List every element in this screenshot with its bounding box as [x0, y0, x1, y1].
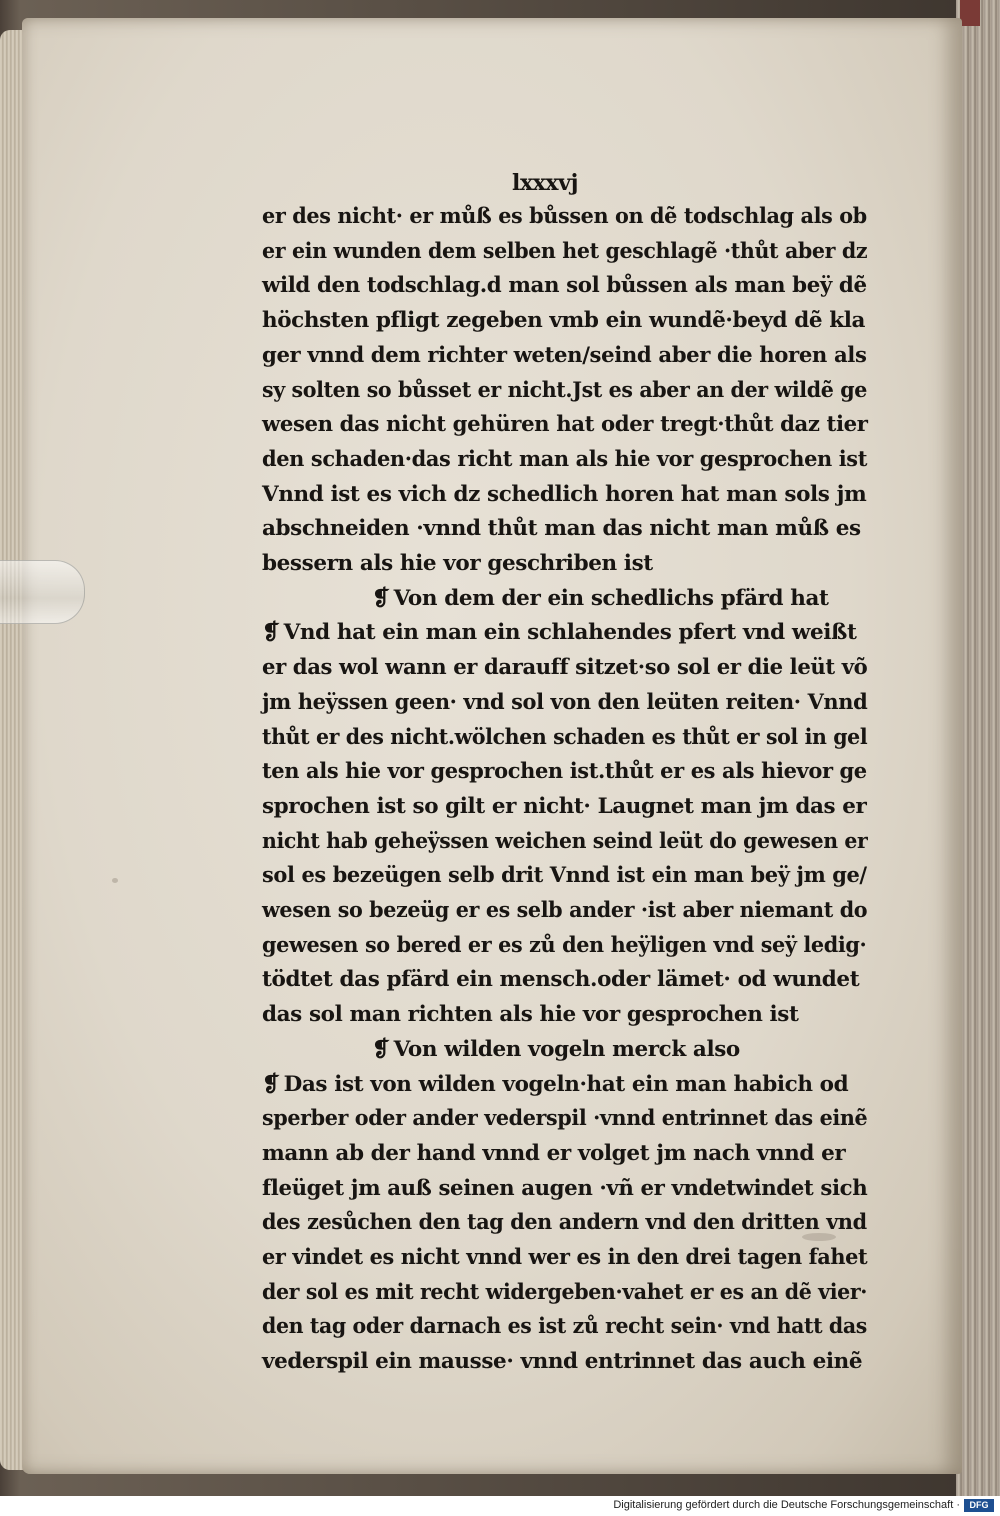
text-line [262, 790, 866, 824]
line-text: fleüget jm auß seinen augen ·vñ er vndetwindet sich [262, 1175, 868, 1201]
text-line [262, 1172, 867, 1206]
dfg-logo: DFG [964, 1499, 994, 1512]
pilcrow-mark: ❡ [262, 620, 280, 646]
text-line [262, 478, 866, 512]
line-text: ten als hie vor gesprochen ist.thůt er es als hievor ge [262, 759, 867, 785]
pilcrow-mark: ❡ [372, 585, 390, 611]
line-text: sperber oder ander vederspil ·vnnd entrinnet das einẽ [262, 1106, 868, 1132]
text-line [262, 1276, 867, 1310]
paper-stain [112, 878, 118, 883]
text-line [262, 998, 799, 1032]
text-line [262, 235, 867, 269]
text-line [262, 894, 867, 928]
line-text: des zesůchen den tag den andern vnd den dritten vnd [262, 1210, 867, 1236]
text-line [262, 1137, 845, 1171]
text-line [262, 339, 867, 373]
line-text: thůt er des nicht.wölchen schaden es thůt er sol in gel [262, 724, 868, 750]
line-text: vederspil ein mausse· vnnd entrinnet das auch einẽ [262, 1349, 863, 1375]
section-heading [262, 1033, 740, 1067]
text-line [262, 963, 859, 997]
line-text: mann ab der hand vnnd er volget jm nach vnnd er [262, 1140, 846, 1166]
text-line [262, 651, 867, 685]
line-text: er ein wunden dem selben het geschlagẽ ·thůt aber dz [262, 238, 868, 264]
line-text: wesen das nicht gehüren hat oder tregt·thůt daz tier [262, 412, 868, 438]
text-line [262, 721, 867, 755]
line-text: das sol man richten als hie vor gesprochen ist [262, 1002, 799, 1028]
text-line [262, 929, 866, 963]
text-line [262, 1241, 867, 1275]
line-text: ger vnnd dem richter weten/seind aber die horen als [262, 342, 867, 368]
section-heading [262, 582, 829, 616]
text-line [262, 1310, 867, 1344]
text-line [262, 269, 867, 303]
line-text: höchsten pfligt zegeben vmb ein wundẽ·beyd dẽ kla [262, 308, 866, 334]
folio-number: lxxxvj [512, 170, 579, 196]
line-text: sprochen ist so gilt er nicht· Laugnet man jm das er [262, 793, 867, 819]
line-text: er das wol wann er darauff sitzet·so sol er die leüt võ [262, 655, 868, 681]
text-line [262, 443, 867, 477]
text-line [262, 547, 653, 581]
text-line [262, 825, 867, 859]
line-text: jm heÿssen geen· vnd sol von den leüten reiten· Vnnd [262, 689, 868, 715]
text-line [262, 686, 867, 720]
line-text: abschneiden ·vnnd thůt man das nicht man můß es [262, 516, 861, 542]
line-text: gewesen so bered er es zů den heÿligen vnd seÿ ledig· [262, 932, 867, 958]
line-text: Von wilden vogeln merck also [393, 1036, 740, 1062]
line-text: den schaden·das richt man als hie vor gesprochen ist [262, 446, 867, 472]
line-text: sol es bezeügen selb drit Vnnd ist ein man beÿ jm ge/ [262, 863, 867, 889]
text-line [262, 859, 867, 893]
line-text: wild den todschlag.d man sol bůssen als man beÿ dẽ [262, 273, 867, 299]
line-text: der sol es mit recht widergeben·vahet er es an dẽ vier· [262, 1279, 868, 1305]
text-line [262, 755, 867, 789]
line-text: tödtet das pfärd ein mensch.oder lämet· od wundet [262, 967, 860, 993]
line-text: er des nicht· er můß es bůssen on dẽ todschlag als ob [262, 204, 867, 229]
text-line [262, 374, 867, 408]
binding-marker [960, 0, 980, 26]
line-text: nicht hab geheÿssen weichen seind leüt do gewesen er [262, 828, 868, 854]
line-text: bessern als hie vor geschriben ist [262, 551, 653, 576]
pilcrow-mark: ❡ [372, 1036, 390, 1062]
line-text: den tag oder darnach es ist zů recht sein· vnd hatt das [262, 1314, 867, 1340]
line-text: Von dem der ein schedlichs pfärd hat [393, 585, 829, 611]
line-text: wesen so bezeüg er es selb ander ·ist aber niemant do [262, 898, 868, 923]
footer-bar [0, 1496, 1000, 1516]
text-line [262, 1102, 867, 1136]
line-text: er vindet es nicht vnnd wer es in den drei tagen fahet [262, 1245, 868, 1270]
text-line [262, 304, 865, 338]
line-text: Vnd hat ein man ein schlahendes pfert vnd weißt [283, 620, 857, 646]
text-line [262, 1206, 867, 1240]
text-line [262, 512, 861, 546]
pilcrow-mark: ❡ [262, 1071, 280, 1097]
page-edges-right [956, 0, 1000, 1496]
text-line [262, 616, 857, 650]
text-line [262, 408, 868, 442]
line-text: sy solten so bůsset er nicht.Jst es aber an der wildẽ ge [262, 377, 867, 403]
text-line [262, 1345, 862, 1379]
text-line [262, 1068, 848, 1102]
line-text: Das ist von wilden vogeln·hat ein man habich od [283, 1071, 849, 1097]
funding-note: Digitalisierung gefördert durch die Deutsche Forschungsgemeinschaft · [613, 1499, 960, 1511]
page-clip [0, 560, 85, 624]
line-text: Vnnd ist es vich dz schedlich horen hat man sols jm [262, 481, 867, 507]
text-line [262, 200, 867, 234]
